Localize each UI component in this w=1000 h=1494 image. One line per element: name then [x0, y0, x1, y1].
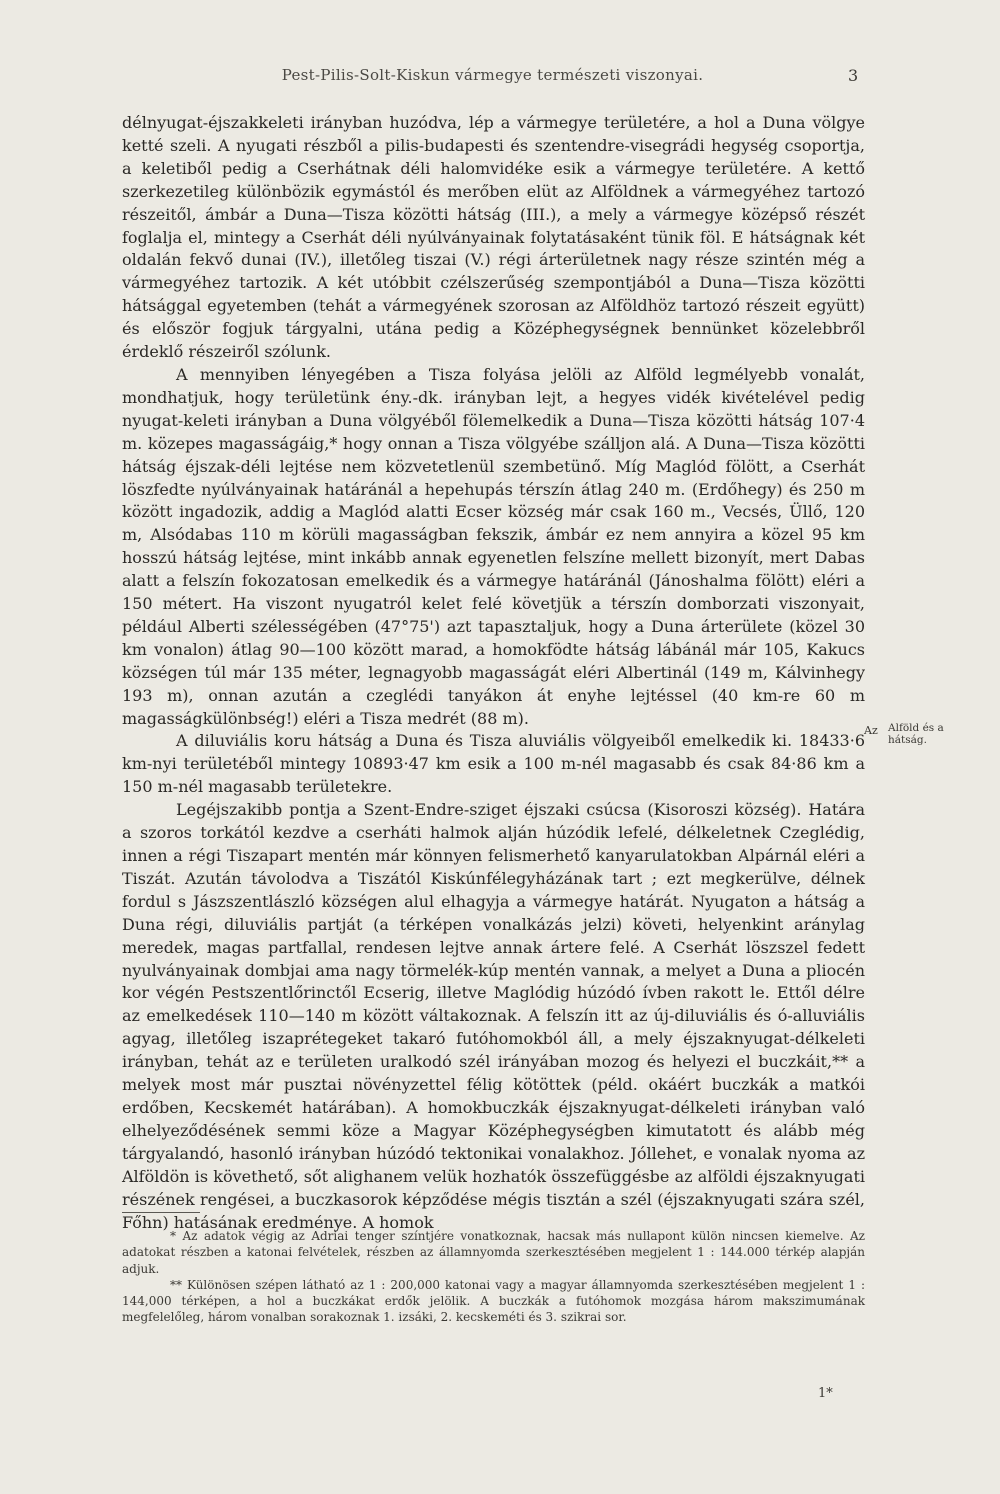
paragraph: Legéjszakibb pontja a Szent-Endre-sziget éjszaki csúcsa (Kisoroszi község). Határa a szoros torkától kezdve a cserháti halmok alján húzódik lefelé, délkeletnek Czeglédig, innen a régi Tiszapart mentén már könnyen felismerhető kanyarulatokban Alpárnál eléri a Tiszát. Azután távolodva a Tiszától Kiskúnfélegyházának tart ; ezt megkerülve, délnek fordul s Jászszentlászló községen alul elhagyja a vármegye határát. Nyugaton a hátság a Duna régi, diluviális partját (a térképen vonalkázás jelzi) követi, helyenkint aránylag meredek, magas partfallal, rendesen lejtve annak ártere felé. A Cserhát löszszel fedett nyulványainak dombjai ama nagy törmelék-kúp mentén vannak, a melyet a Duna a pliocén kor végén Pestszentlőrinctől Ecserig, illetve Maglódig húzódó ívben rakott le. Ettől délre az emelkedések 110—140 m között váltakoznak. A felszín itt az új-diluviális és ó-alluviális agyag, illetőleg iszaprétegeket takaró futóhomokból áll, a mely éjszaknyugat-délkeleti irányban, tehát az e területen uralkodó szél irányában mozog és helyezi el buczkáit,** a melyek most már pusztai növényzettel félig kötöttek (péld. okáért buczkák a matkói erdőben, Kecskemét határában). A homokbuczkák éjszaknyugat-délkeleti irányban való elhelyeződésének semmi köze a Magyar Középhegységben kimutatott és alább még tárgyalandó, hasonló irányban húzódó tektonikai vonalakhoz. Jóllehet, e vonalak nyoma az Alföldön is követhető, sőt alighanem velük hozhatók összefüggésbe az alföldi éjszaknyugati részének rengései, a buczkasorok képződése mégis tisztán a szél (éjszaknyugati szára szél, Főhn) hatásának eredménye. A homok: [122, 800, 865, 1232]
margin-note-lead: Az: [864, 724, 878, 737]
footnote: * Az adatok végig az Adriai tenger színtjére vonatkoznak, hacsak más nullapont külön nincsen kiemelve. Az adatokat részben a katonai felvételek, részben az államnyomda szerkesztésében megjelent 1 : 144.000 térkép alapján adjuk.: [122, 1229, 865, 1276]
footnote: ** Különösen szépen látható az 1 : 200,000 katonai vagy a magyar államnyomda szerkesztésében megjelent 1 : 144,000 térképen, a hol a buczkákat erdők jelölik. A buczkák a futóhomok mozgása három makszimumának megfelelőleg, három vonalban sorakoznak 1. izsáki, 2. kecskeméti és 3. szikrai sor.: [122, 1277, 865, 1325]
margin-note: Alföld és a hátság.: [888, 722, 944, 746]
page-number: 3: [848, 66, 859, 85]
paragraph: A mennyiben lényegében a Tisza folyása jelöli az Alföld legmélyebb vonalát, mondhatjuk, hogy területünk ény.-dk. irányban lejt, a hegyes vidék kivételével pedig nyugat-keleti irányban a Duna völgyéből fölemelkedik a Duna—Tisza közötti hátság 107·4 m. közepes magasságáig,* hogy onnan a Tisza völgyébe szálljon alá. A Duna—Tisza közötti hátság éjszak-déli lejtése nem közvetetlenül szembetünő. Míg Maglód fölött, a Cserhát löszfedte nyúlványainak határánál a hepehupás térszín átlag 240 m. (Erdőhegy) és 250 m között ingadozik, addig a Maglód alatti Ecser község már csak 160 m., Vecsés, Üllő, 120 m, Alsódabas 110 m körüli magasságban fekszik, ámbár ez nem annyira a közel 95 km hosszú hátság lejtése, mint inkább annak egyenetlen felszíne mellett bizonyít, mert Dabas alatt a felszín fokozatosan emelkedik és a vármegye határánál (Jánoshalma fölött) eléri a 150 métert. Ha viszont nyugatról kelet felé követjük a térszín domborzati viszonyait, például Alberti szélességében (47°75') azt tapasztaljuk, hogy a Duna árterülete (közel 30 km vonalon) átlag 90—100 között marad, a homokfödte hátság lábánál már 105, Kakucs községen túl már 135 méter, legnagyobb magasságát eléri Albertinál (149 m, Kálvinhegy 193 m), onnan azután a czeglédi tanyákon át enyhe lejtéssel (40 km-re 60 m magasságkülönbség!) eléri a Tisza medrét (88 m).: [122, 364, 865, 728]
paragraph: délnyugat-éjszakkeleti irányban huzódva, lép a vármegye területére, a hol a Duna völgye ketté szeli. A nyugati részből a pilis-budapesti és szentendre-visegrádi hegység csoportja, a keletiből pedig a Cserhátnak déli halomvidéke esik a vármegye területére. A kettő szerkezetileg különbözik egymástól és merőben elüt az Alföldnek a vármegyéhez tartozó részeitől, ámbár a Duna—Tisza közötti hátság (III.), a mely a vármegye középső részét foglalja el, mintegy a Cserhát déli nyúlványainak folytatásaként tünik föl. E hátságnak két oldalán fekvő dunai (IV.), illetőleg tiszai (V.) régi árterületnek nagy része szintén még a vármegyéhez tartozik. A két utóbbit czélszerűség szempontjából a Duna—Tisza közötti hátsággal egyetemben (tehát a vármegyének szorosan az Alföldhöz tartozó részeit együtt) és először fogjuk tárgyalni, utána pedig a Középhegységnek bennünket közelebbről érdeklő részeiről szólunk.: [122, 113, 865, 362]
signature-mark: 1*: [818, 1386, 833, 1401]
main-text: [122, 112, 865, 1234]
footnote-divider: [122, 1212, 200, 1213]
paragraph: A diluviális koru hátság a Duna és Tisza aluviális völgyeiből emelkedik ki. 18433·6 km-nyi területéből mintegy 10893·47 km esik a 100 m-nél magasabb és csak 84·86 km a 150 m-nél magasabb területekre.: [122, 731, 865, 797]
running-title: Pest-Pilis-Solt-Kiskun vármegye természeti viszonyai.: [281, 66, 704, 84]
footnotes: [122, 1228, 865, 1326]
